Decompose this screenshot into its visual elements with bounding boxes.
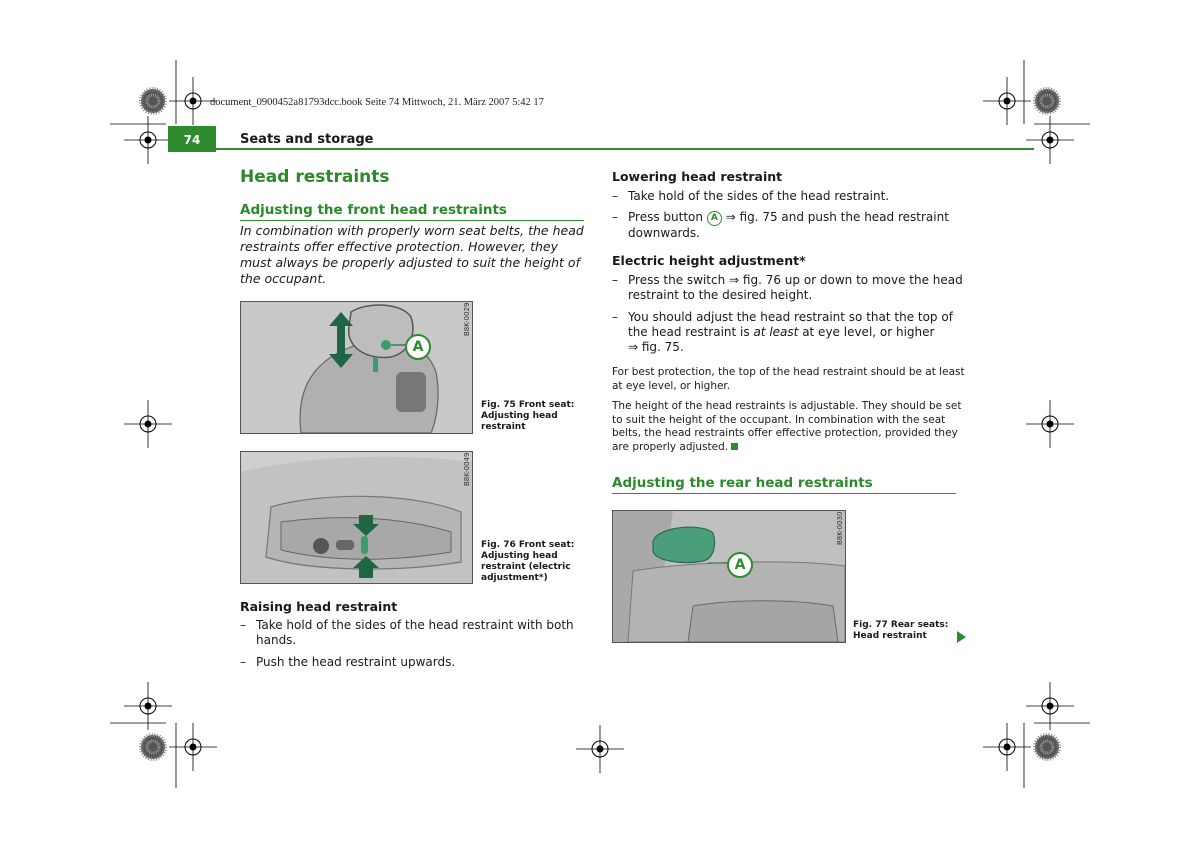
list-item-text: Push the head restraint upwards.: [256, 655, 456, 669]
figure-code: B8K-0030: [836, 511, 844, 545]
list-item: [240, 618, 584, 650]
text-line: Take hold of the sides of the head restraint with both: [256, 618, 574, 632]
note-height-adjustable: [612, 400, 961, 454]
figure-76-caption: [481, 540, 574, 584]
front-heading: Adjusting the front head restraints: [240, 202, 584, 221]
text-line: You should adjust the head restraint so that the top of: [628, 310, 953, 324]
emphasis: at least: [753, 325, 799, 339]
text-line: belts, the head restraints offer effective protection, provided they: [612, 427, 958, 439]
text-line: [612, 441, 961, 455]
list-item: [612, 189, 956, 205]
figure-77-caption: [853, 620, 948, 642]
text-part: the head restraint is: [628, 325, 750, 339]
button-a-symbol: A: [707, 211, 722, 226]
text-line: Press the switch ⇒ fig. 76 up or down to move the head: [628, 273, 963, 287]
dash-icon: –: [612, 273, 618, 287]
dash-icon: –: [240, 618, 246, 632]
caption-line: Fig. 76 Front seat:: [481, 540, 575, 550]
page-number: 74: [168, 126, 216, 152]
figure-75: [240, 301, 473, 434]
continue-arrow-icon: [957, 631, 966, 643]
raising-heading: Raising head restraint: [240, 599, 398, 614]
list-item-text: [256, 618, 574, 648]
rear-seat-illustration: [613, 511, 845, 642]
caption-line: adjustment*): [481, 573, 548, 583]
list-item-text: [628, 273, 963, 303]
end-square-icon: [731, 443, 738, 450]
list-item: [612, 210, 956, 242]
text-line: ⇒ fig. 75.: [628, 340, 684, 354]
caption-line: Adjusting head: [481, 551, 558, 561]
list-item: [240, 655, 584, 671]
note-best-protection: [612, 366, 965, 393]
list-item-text: Take hold of the sides of the head restraint.: [628, 189, 890, 203]
lowering-heading: Lowering head restraint: [612, 169, 783, 184]
electric-heading: Electric height adjustment*: [612, 253, 806, 268]
text-line: restraint to the desired height.: [628, 288, 813, 302]
file-header: document_0900452a81793dcc.book Seite 74 Mittwoch, 21. März 2007 5:42 17: [210, 97, 544, 108]
figure-77: [612, 510, 846, 643]
figure-code: B8K-0029: [463, 302, 471, 336]
dash-icon: –: [240, 655, 246, 669]
figure-76: [240, 451, 473, 584]
list-item: [612, 273, 963, 305]
dash-icon: –: [612, 310, 618, 324]
text-line: hands.: [256, 633, 297, 647]
text-part: at eye level, or higher: [802, 325, 935, 339]
seat-side-illustration: [241, 452, 472, 583]
text-line: to suit the height of the occupant. In combination with the seat: [612, 413, 946, 426]
caption-line: Fig. 77 Rear seats:: [853, 620, 949, 630]
callout-a-fig77: A: [727, 552, 753, 578]
list-item-text: [628, 210, 949, 241]
text-line: The height of the head restraints is adjustable. They should be set: [612, 400, 962, 412]
figure-code: B8K-0049: [463, 452, 471, 486]
caption-line: Fig. 75 Front seat:: [481, 400, 575, 410]
list-item: [612, 310, 956, 358]
text-line: For best protection, the top of the head restraint should be at least: [612, 366, 965, 378]
section-title: Seats and storage: [240, 132, 374, 147]
caption-line: restraint (electric: [481, 562, 571, 572]
dash-icon: –: [612, 189, 618, 203]
caption-line: restraint: [481, 422, 526, 432]
text-part: are properly adjusted.: [612, 440, 729, 453]
caption-line: Head restraint: [853, 631, 927, 641]
list-item-text: [628, 310, 953, 355]
callout-a-fig75: A: [405, 334, 431, 360]
text-part: Press button: [628, 210, 703, 224]
text-part: ⇒ fig. 75 and push the head restraint: [725, 210, 949, 224]
text-line: downwards.: [628, 226, 700, 240]
front-seat-illustration: [241, 302, 472, 433]
rear-heading: Adjusting the rear head restraints: [612, 475, 956, 494]
page-title: Head restraints: [240, 167, 390, 187]
figure-75-caption: [481, 400, 574, 433]
dash-icon: –: [612, 210, 618, 224]
text-line: at eye level, or higher.: [612, 379, 731, 392]
caption-line: Adjusting head: [481, 411, 558, 421]
header-rule: [168, 148, 1034, 150]
intro-text: In combination with properly worn seat belts, the head restraints offer effective protection. However, they must always be properly adjusted to suit the height of the occupant.: [240, 223, 584, 286]
